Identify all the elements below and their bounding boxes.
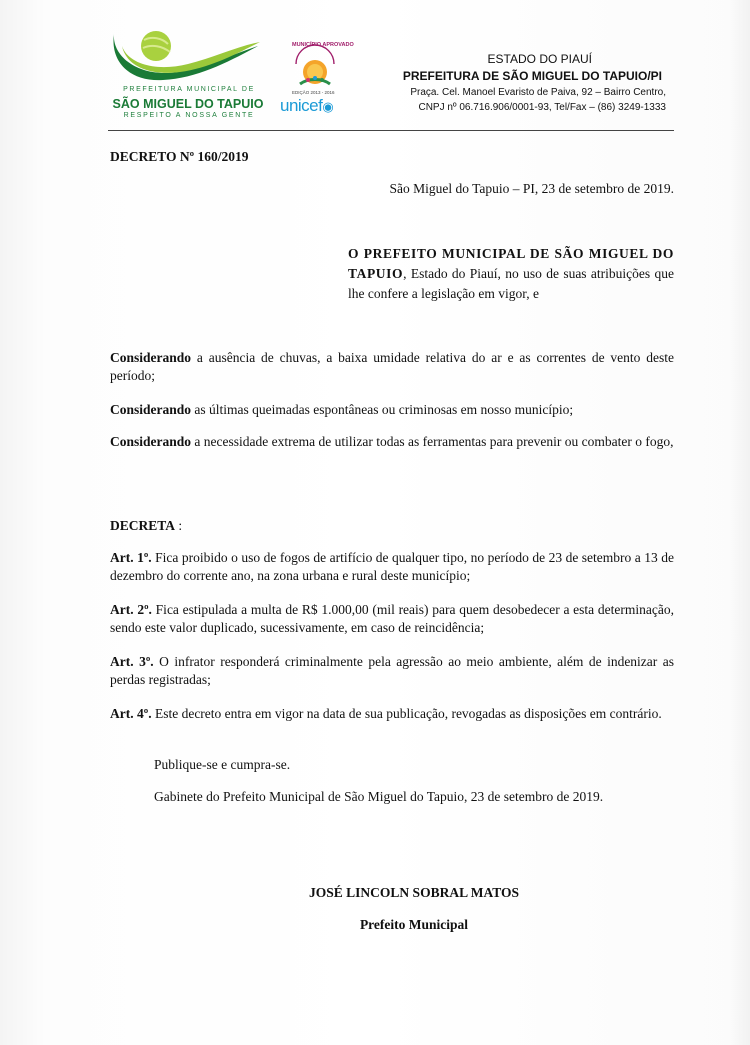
article-label: Art. 2º.	[110, 602, 152, 617]
municipality-logo	[108, 26, 268, 126]
signatory-name: JOSÉ LINCOLN SOBRAL MATOS	[309, 885, 519, 900]
article-text: Este decreto entra em vigor na data de sua publicação, revogadas as disposições em contrário.	[151, 706, 662, 721]
considerando-text: a ausência de chuvas, a baixa umidade relativa do ar e as correntes de vento deste período;	[110, 350, 674, 383]
article-label: Art. 3º.	[110, 654, 154, 669]
considerando-3	[110, 433, 674, 451]
letterhead	[108, 22, 674, 134]
article-text: O infrator responderá criminalmente pela agressão ao meio ambiente, além de indenizar as perdas registradas;	[110, 654, 674, 687]
considerando-text: as últimas queimadas espontâneas ou criminosas em nosso município;	[191, 402, 574, 417]
publique-line: Publique-se e cumpra-se.	[154, 757, 291, 772]
article-text: Fica estipulada a multa de R$ 1.000,00 (mil reais) para quem desobedecer a esta determinação, sendo este valor duplicado, sucessivamente, em caso de reincidência;	[110, 602, 674, 635]
article-1	[110, 549, 674, 585]
considerando-1	[110, 349, 674, 385]
article-label: Art. 1º.	[110, 550, 152, 565]
logo-municipality-slogan: RESPEITO A NOSSA GENTE	[123, 112, 255, 119]
address-line: Praça. Cel. Manoel Evaristo de Paiva, 92 – Bairro Centro,	[410, 87, 666, 98]
article-4	[110, 705, 674, 723]
decreta-colon: :	[175, 518, 183, 533]
unicef-seal-ring-text: MUNICÍPIO APROVADO	[292, 42, 354, 48]
preamble	[348, 244, 674, 304]
cnpj-line: CNPJ nº 06.716.906/0001-93, Tel/Fax – (86) 3249-1333	[418, 102, 666, 113]
article-3	[110, 653, 674, 689]
preamble-authority: O PREFEITO MUNICIPAL DE SÃO MIGUEL DO TAPUIO	[348, 246, 674, 281]
unicef-seal-edition: EDIÇÃO 2013 - 2016	[292, 90, 335, 95]
article-label: Art. 4º.	[110, 706, 152, 721]
gabinete-line: Gabinete do Prefeito Municipal de São Miguel do Tapuio, 23 de setembro de 2019.	[154, 789, 604, 804]
letterhead-text	[374, 51, 674, 115]
preamble-text: , Estado do Piauí, no uso de suas atribuições que lhe confere a legislação em vigor, e	[348, 266, 674, 301]
signatory-role: Prefeito Municipal	[359, 917, 469, 932]
decreta-label: DECRETA	[110, 518, 176, 533]
decree-number: DECRETO Nº 160/2019	[110, 149, 249, 164]
considerando-text: a necessidade extrema de utilizar todas as ferramentas para prevenir ou combater o fogo,	[191, 434, 674, 449]
unicef-wordmark	[280, 96, 333, 116]
article-text: Fica proibido o uso de fogos de artifício de qualquer tipo, no período de 23 de setembro a 13 de dezembro do corrente ano, na zona urbana e rural deste município;	[110, 550, 674, 583]
letterhead-divider	[108, 130, 674, 131]
prefeitura-name: PREFEITURA DE SÃO MIGUEL DO TAPUIO/PI	[402, 69, 662, 83]
decree-date: São Miguel do Tapuio – PI, 23 de setembro de 2019.	[389, 181, 674, 196]
unicef-seal	[280, 42, 354, 134]
unicef-word: unicef	[280, 96, 323, 115]
considerando-label: Considerando	[110, 434, 192, 449]
article-2	[110, 601, 674, 637]
logo-municipality-line1: PREFEITURA MUNICIPAL DE	[123, 86, 255, 93]
globe-icon: ◉	[322, 99, 334, 114]
decreta-heading	[110, 517, 674, 535]
municipality-emblem-icon	[108, 26, 268, 88]
considerando-label: Considerando	[110, 350, 192, 365]
considerando-label: Considerando	[110, 402, 192, 417]
considerando-2	[110, 401, 674, 419]
logo-municipality-name: SÃO MIGUEL DO TAPUIO	[112, 97, 264, 111]
state-name: ESTADO DO PIAUÍ	[487, 52, 592, 66]
